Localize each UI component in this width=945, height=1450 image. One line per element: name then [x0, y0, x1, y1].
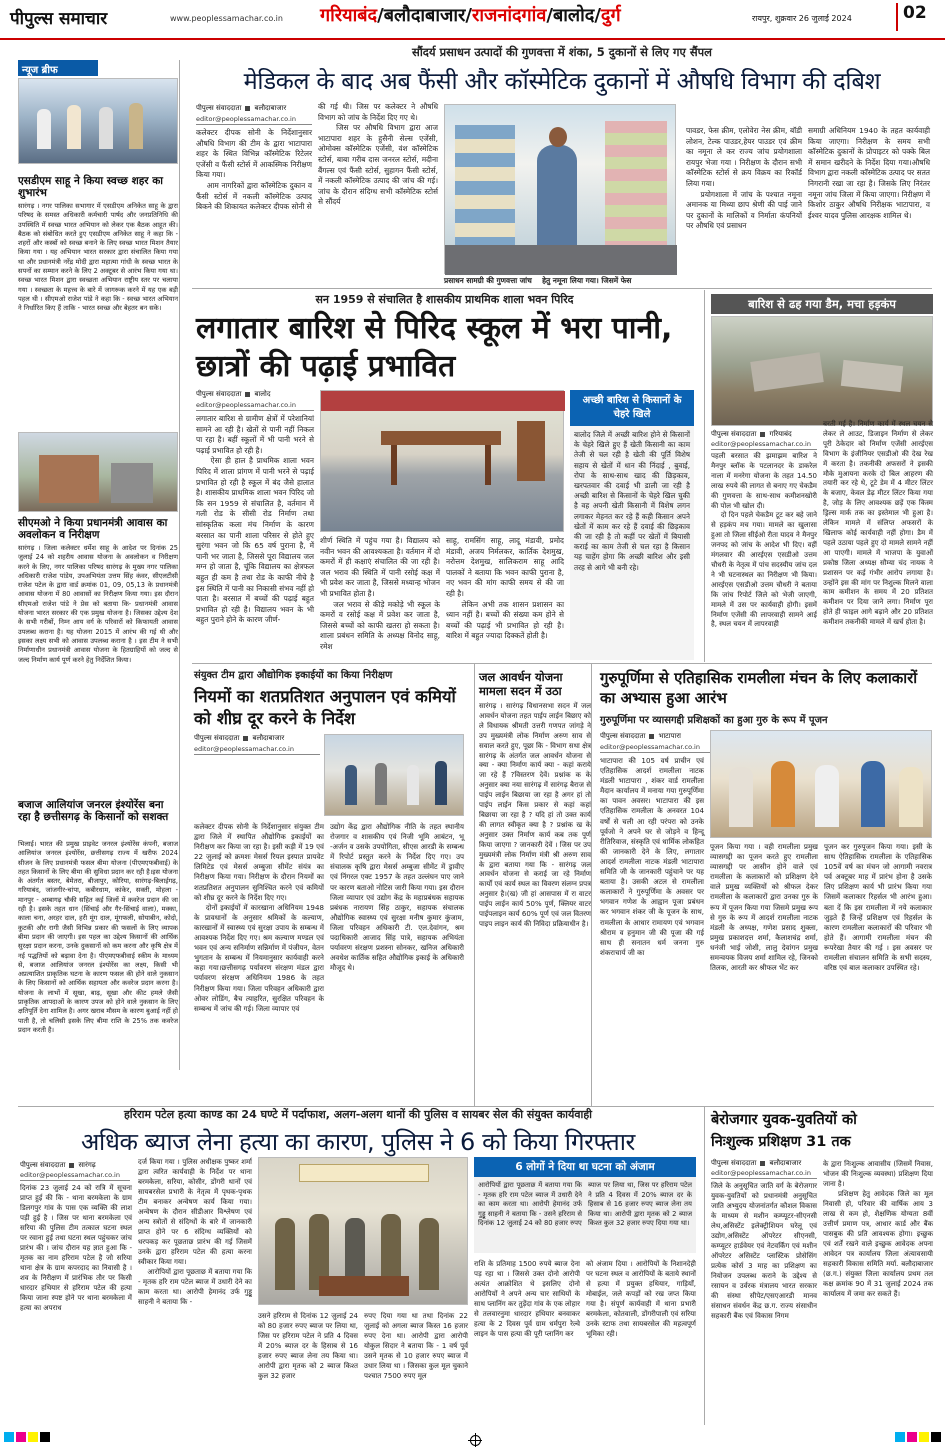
farmers-box-body: बालोद जिले में अच्छी बारिश होने से किसानों के चेहरे खिले हुए हैं खेती किसानी का काम तेजी से चल रही है खेती की पूर्ति विशेष सहाय से खेतों में धान की निंदाई , बुवाई, रोपा के साथ-साथ खाद की छिड़काव, खरपतवार की दवाई भी डाली जा रही है अच्छी बारिश से किसानों के चेहरे खिल चुकी है वह अपनी खेती किसानी में विशेष लगन लगाकर मेहनत कर रहे हैं कही किसान अपने खेतों में काम कर रहे हैं दवाई की छिड़काव की जा रही है तो कहीं पर खेतों में बियासी कराई का काम तेजी से चल रहा है किसान यह चाहेंग होगा कि अच्छी बारिश और इसी तरह से आगे भी बनी रहे।	[574, 430, 693, 572]
murder-col-2: दर्ज किया गया । पुलिस अधीक्षक पुष्कर शर्मा द्वारा त्वरित कार्यवाही के निर्देश पर थाना बरमकेला, सरिया, कोसीर, डोंगरी थानों एवं सायबरसेल प्रभारी के नेतृत्व में पृथक-पृथक टीम बनाकर अन्वेषण कार्य किया गया। अन्वेषण के दौरान सीडीआर विश्लेषण एवं अन्य स्त्रोतों से संदिग्धों के बारे में जानकारी प्राप्त होने पर 6 संदिग्ध व्यक्तियों को धरपकड़ कर पूछताछ प्रारंभ की गई जिसमें उनके द्वारा हरिराम पटेल की हत्या करना स्वीकार किया गया। आरोपियों द्वारा पूछताछ में बताया गया कि - मृतक हरि राम पटेल ब्याज में उधारी देने का काम करता था। आरोपी हेमानंद उर्फ गुड्डू साहनी ने बताया कि -	[138, 1158, 253, 1306]
ramlila-story	[598, 664, 934, 1106]
ramlila-col-2: पूजन किया गया । वही रामलीला प्रमुख व्यासगद्दी का पूजन करते हुए रामलीला व्यासगद्दी पर आसीन होने वाले एवं रामलीला के कलाकारों को प्रशिक्षण देने वाले प्रमुख व्यक्तियों को श्रीफल देकर रामलीला के कलाकारों द्वारा उनका गुरु के रूप में पूजन किया गया जिसमे प्रमुख रूप से गुरु के रूप में आदर्श रामलीला नाटक मंडली के अध्यक्ष, गणेश प्रसाद शुक्ला, प्रमुख प्रकाशदत्त शर्मा, कैलाशचंद्र शर्मा, धनंजी भाई जोशी, लालु देवांगन प्रमुख समन्वयक विजय शर्मा शामिल रहे, जिनको तिलक, आरती कर श्रीफल भेंट कर	[710, 842, 821, 973]
paper-url[interactable]: www.peoplessamachar.co.in	[170, 14, 283, 23]
dam-col-1: पहली बरसात की झमाझम बारिश ने मैनपुर ब्लॉक के पटलानदर के डाकरेल नाला में मनरेगा योजना के तहत 14.50 लाख रुपये की लागत से बनाए गए चेकडैम की गुणवत्ता के साथ-साथ कमीशनखोरी की पोल भी खोल दी। दो दिन पहले चेकडैम टूट कर बहे जाने से हड़कंप मच गया। मामले का खुलासा हुआ तो जिला सीईओ रीता यादव ने मैनपुर जनपद को जांच के आदेश भी दिए। वहीं मंगलवार की आरईएस एसडीओ उत्तम चौधरी के नेतृत्व में पांच सदस्यीय जांच दल ने भी घटनास्थल का निरीक्षण भी किया। आरईएस एसडीओ उत्तम चौधरी ने बताया कि जांच रिपोर्ट जिले को भेजी जाएगी, मामले में उस पर कार्यवाही होगी। इसमें निर्माण एजेंसी की लापरवाही सामने आई है, स्थल चयन में लापरवाही	[711, 452, 817, 629]
industry-email[interactable]: editor@peoplessamachar.co.in	[194, 745, 320, 755]
school-col-2: शीर्ण स्थिति में पहुंच गया है। विद्यालय को नवीन भवन की आवश्यकता है। वर्तमान में दो कमरों में ही कक्षाएं संचालित की जा रही है। जल भराव की स्थिति में पानी रसोई कक्ष में भी प्रवेश कर जाता है, जिससे मध्यान्ह भोजन भी प्रभावित होता है। जल भराव से कीड़े मकोड़े भी स्कूल के कमरों व रसोई कक्ष में प्रवेश कर जाता है, जिससे बच्चों को काफी खतरा हो सकता है।शाला प्रबंधन समिति के अध्यक्ष विनोद साहू, रमेश	[320, 536, 440, 651]
training-byline	[711, 1159, 829, 1168]
murder-story	[18, 1107, 698, 1425]
water-headline: जल आवर्धन योजना मामला सदन में उठा	[479, 670, 563, 698]
dam-byline	[711, 430, 819, 439]
byline-author: पीपुल्स संवाददाता	[711, 1159, 757, 1167]
brief-photo-1	[18, 78, 178, 164]
region-title	[320, 3, 740, 31]
news-brief-label: न्यूज ब्रीफ	[18, 60, 98, 76]
training-email[interactable]: editor@peoplessamachar.co.in	[711, 1169, 817, 1179]
murder-box-body: आरोपियों द्वारा पूछताछ में बताया गया कि - मृतक हरि राम पटेल ब्याज में उधारी देने का काम करता था। आरोपी हेमानंद उर्फ गुड्डू साहनी ने बताया कि - उसने हरिराम से दिनांक 12 जुलाई 24 को 80 हजार रुपए	[478, 1181, 585, 1228]
industry-headline: नियमों का शतप्रतिशत अनुपालन एवं कमियों को शीघ्र दूर करने के निर्देश	[194, 687, 456, 728]
byline-author: पीपुल्स संवाददाता	[711, 430, 757, 438]
cosmetic-photo	[444, 104, 676, 274]
dam-photo	[711, 316, 933, 426]
murder-kicker: हरिराम पटेल हत्या काण्ड का 24 घण्टे में पर्दाफाश, अलग-अलग थानों की पुलिस व सायबर सेल की संयुक्त कार्यवाही	[123, 1108, 593, 1121]
brief-3-headline: बजाज आलियांज जनरल इंश्योरेंस बना रहा है छत्तीसगढ़ के किसानों को सशक्त	[18, 799, 169, 823]
ramlila-photo	[710, 730, 932, 838]
brief-2-body: सारंगढ़ । जिला कलेक्टर धर्मेश साहू के आदेश पर दिनांक 25 जुलाई 24 को शहरीय आवास योजना के अवलोकन व निरीक्षण करने के लिए, नगर पालिका परिषद सारंगढ़ के मुख्य नगर पालिका अधिकारी राजेश पांडेय, उपअभियंता उत्तम सिंह कंवर, सीएलटीसी राजेश पटेल के द्वारा वार्ड क्रमांक 01, 09, 05,13 के प्रधानमंत्री आवास योजना में 80 आवासों का निरीक्षण किया गया। इस दौरान सीएमओ राजेश पांडे ने प्रेस को बताया कि- प्रधानमंत्री आवास योजना भारत सरकार की एक प्रमुख योजना है। जिसका उद्देश्य देश के सभी गरीबों, निम्न आय वर्ग के परिवारों को किफायती आवास उपलब्ध कराना है। यह योजना 2015 में आरंभ की गई थी और इसका लक्ष्य सभी को आवास उपलब्ध कराना है । इस टीम ने सभी निर्माणाधीन प्रधानमंत्री आवास योजना के हितग्राहियों को जल्द से जल्द निर्माण कार्य पूर्ण करने हेतु निर्देशित किया।	[18, 544, 181, 664]
murder-col-3: उसने हरिराम से दिनांक 12 जुलाई 24 को 80 हजार रुपए ब्याज पर लिया था, जिस पर हरिराम पटेल ने प्रति 4 दिवस में 20% ब्याज दर के हिसाब से 16 हजार रुपए ब्याज लेना तय किया था। आरोपी द्वारा मृतक को 2 ब्याज किश्त कुल 32 हजार	[258, 1312, 361, 1380]
region-sep: /	[546, 5, 553, 26]
byline-place: भाटापारा	[658, 732, 681, 740]
cosmetic-kicker: सौंदर्य प्रसाधन उत्पादों की गुणवत्ता में शंका, 5 दुकानों से लिए गए सैंपल	[412, 45, 712, 59]
training-story	[704, 1107, 934, 1425]
farmers-box-headline: अच्छी बारिश से किसानों के चेहरे खिले	[570, 390, 694, 426]
cosmetic-email[interactable]: editor@peoplessamachar.co.in	[196, 115, 312, 125]
school-byline	[196, 390, 316, 399]
murder-box-body-2: ब्याज पर लिया था, जिस पर हरिराम पटेल ने प्रति 4 दिवस में 20% ब्याज दर के हिसाब से 16 हजार रुपए ब्याज लेना तय किया था। आरोपी द्वारा मृतक को 2 ब्याज किश्त कुल 32 हजार रुपए दिया गया था।	[588, 1181, 695, 1228]
region-sep: /	[465, 5, 472, 26]
industry-photo	[324, 734, 464, 816]
dam-headline: बारिश से ढह गया डैम, मचा हड़कंप	[711, 294, 933, 314]
ramlila-col-3: पूजन कर गुरुपूजन किया गया। इसी के साथ ऐतिहासिक रामलीला के एतिहासिक 105वें वर्ष का मंचन जो आगामी नवरात्र पर्व अक्टूबर माह में प्रारंभ होना है उसके लिए प्रशिक्षण कार्य भी प्रारंभ किया गया जिसमें कलाकार रिहर्सल भी आरंभ हुआ। बता दें कि इस रामलीला में नये कलाकार जुड़ते हैं जिन्हें प्रशिक्षण एवं रिहर्सल के कारण रामलीला कलाकारों की परिवार भी होते हैं। आगामी रामलीला मंचन की रूपरेखा तैयार की गई । इस अवसर पर रामलीला संचालन समिति के सभी सदस्य, वरिष्ठ एवं बाल कलाकार उपस्थित रहे।	[824, 842, 935, 973]
cosmetic-byline	[196, 104, 312, 113]
school-col-1: लगातार बारिश से ग्रामीण क्षेत्रों में परेशानियां सामने आ रही है। खेतों से पानी नहीं निकल पा रहा है। बहीं स्कूलों में भी पानी भरने से पढ़ाई प्रभावित हो रही है। ऐसा ही हाल है प्राथमिक शाला भवन पिरिद में शाला प्रांगण में पानी भरने से पढ़ाई प्रभावित हो रही है स्कूल में बंद जैसे हालात है। शासकीय प्राथमिक शाला भवन पिरिद जो कि सन 1959 से संचालित है, वर्तमान में गली रोड के सीसी रोड निर्माण तथा सांस्कृतिक कला मंच निर्माण के कारण बरसात का पानी शाला परिसर से होते हुए सुरंगा भवन जो कि 65 वर्ष पुराना है, में पानी भर जाता है, जिससे पूरा विद्यालय जल मग्न हो जाता है, चूंकि विद्यालय का क्षेत्रफल बहुत ही कम है तथा रोड के काफी नीचे है इस स्थिति में पानी का निकासी संभव नहीं हो पाता है। बरसात में बच्चों की पढ़ाई बहुत प्रभावित हो रही है। विद्यालय भवन के भी बहुत पुराने होने के कारण जीर्ण-	[196, 414, 314, 625]
industry-kicker: संयुक्त टीम द्वारा औद्योगिक इकाईयों का किया निरीक्षण	[194, 670, 393, 681]
murder-col-6: को अंजाम दिया । आरोपियों के निशानदेही पर घटना स्थल व आरोपियों के बताये स्थानों से हत्या में प्रयुक्त हथियार, गाड़ियाँ, मोबाईल, जले कपड़ों को रख जप्त किया गया है। संपूर्ण कार्यवाही में थाना प्रभारी बरमकेला, कोतवाली, डोंगरीपाली एवं सरिया उनके स्टाफ तथा सायबरसेल की महत्वपूर्ण भूमिका रही।	[586, 1260, 699, 1338]
region-balod: बालोद	[552, 5, 595, 26]
page-number: 02	[896, 3, 926, 31]
industry-col-2: उद्योग केंद्र द्वारा औद्योगिक नीति के तहत स्थानीय रोजगार व शासकीय एवं निजी भूमि आबंटन, भू -अर्जन व उसके उपयोगिता, सीएस आरडी के सम्बन्ध में रिपोर्ट प्रस्तुत करने के निर्देश दिए गए। उप संचालक कृषि द्वारा मेसर्स अम्बुजा सीमेंट में ड्रावीए एवं निंगरल एक्ट 1957 के तहत उल्लंघन पाए जाने पर कारण बताओ नोटिस जारी किया गया। इस दौरान जिला व्यापार एवं उद्योग केंद्र के महाप्रबंधक सहायक प्रबंधक नारायण सिंह ठाकुर, सहायक संचालक औद्योगिक स्वास्थ्य एवं सुरक्षा मनीष कुमार कुंजाम, जिला परिवहन अधिकारी टी. एल.देवांगन, श्रम पदाधिकारी आजाद सिंह पात्रे, सहायक अभियंता पर्यावरण संरक्षण प्रशस्ना सोनकर, खनिज अधिकारी अवधेश कार्तिक सहित औद्योगिक इकाई के अधिकारी मौजूद थे।	[330, 822, 467, 973]
training-col-1: जिले के अनुसूचित जाति वर्ग के बेरोजगार युवक-युवतियों को प्रधानमंत्री अनुसूचित जाति अभ्युदय योजनांतर्गत कौशल विकास के माध्यम से मशीन कम्प्यूटर-सीएनसी लेथ,असिस्टेंट इलेक्ट्रीशियन घरेलू एवं उद्योग,असिस्टेंट ऑपरेटर सीएनसी, कम्प्यूटर हार्डवेयर एवं नेटवर्किंग एवं मशीन ऑपरेटर असिस्टेंट प्लास्टिक प्रोसेसिंग प्रत्येक कोर्स 3 माह का प्रशिक्षण का नियोजन उपलब्ध कराने के उद्देश्य से रसायन व उर्वरक मंत्रालय भारत सरकार की संस्था सीपेट/एसएआरडी मानव संसाधन संवर्धन केंद्र छ.ग. राज्य संसाधीन सहकारी बैंक एवं विकास निगम	[711, 1182, 820, 1320]
industry-byline	[194, 734, 334, 743]
cosmetic-caption: प्रसाधन सामग्री की गुणवत्ता जांच हेतु नमूना लिया गया। जिसमें फेस	[444, 276, 632, 285]
region-sep: /	[377, 5, 384, 26]
murder-box	[474, 1157, 696, 1253]
murder-headline: अधिक ब्याज लेना हत्या का कारण, पुलिस ने 6 को किया गिरफ्तार	[81, 1128, 635, 1156]
byline-author: पीपुल्स संवाददाता	[20, 1161, 66, 1169]
school-photo	[320, 390, 564, 532]
region-durg: दुर्ग	[600, 5, 621, 26]
dam-col-2: बरती गई है। निर्माण कार्य में स्थल चयन से लेकर ले आउट, डिजाइन निर्माण से लेकर पूरी ठेकेदार को निर्माण एजेंसी आरईएस विभाग के इंजीनियर एसडीओ की देख रेख में करता है। तकनीकी अफसरों ने इसकी मौके मुआयना करके दो बिल आहरण की तयारी कर रहे थे, टूटे डेम में 4 मीटर लिंटर के बजाए, केवल डेढ़ मीटर लिंटर किया गया है, जोड़ के लिए आवश्यक छड़ें एक किस्म ड्रिल्स मार्क तक का इस्तेमाल भी हुआ है। लेकिन मामले में संलिप्त अफसरों के खिलाफ कोई कार्यवाही नहीं होगा। डैम में पहले उठाया पहले हुए दो मामले सामने नहीं आ पाएगी। मामले में भाजपा के युवाओं प्रकोष्ठ जिला अध्यक्ष सौम्या चंद नायक ने प्रशासन पर कई गंभीर आरोप लगाया है। उन्होंने इस की मांग पर निशुल्क मिलने वाला काम कमीशन के समय में 20 प्रतिशत कमीशन पर दिया जाने लगा। निर्माण पूरा होते ही फाइल आगे बढ़ाने और 20 प्रतिशत कमीशन तकनीकी मामले में खर्च होता है।	[823, 420, 936, 627]
ramlila-kicker: गुरुपूर्णिमा पर व्यासगद्दी प्रशिक्षकों का हुआ गुरु के रूप में पूजन	[600, 715, 828, 726]
murder-col-1: दिनांक 23 जुलाई 24 को रात्रि में सूचना प्राप्त हुई की कि - थाना बरमकेला के ग्राम डिलगपुर गांव के पास एक व्यक्ति की लाश पड़ी हुई है । जिस पर थाना बरमकेला एवं सरिया की पुलिस टीम तत्काल घटना स्थल पर रवाना हुई तथा घटना स्थल पहुंचकर जांच प्रारंभ की । जांच दौरान यह ज्ञात हुआ कि - मृतक का नाम हरिराम पटेल है जो सरिया थाना क्षेत्र के ग्राम कपरदाद का निवासी है । शव के निरीक्षण में प्रारंभिक तौर पर किसी धारदार हथियार से हरिराम पटेल की हत्या किया जाना स्पष्ट होने पर थाना बरमकेला में हत्या का अपराध	[20, 1184, 135, 1312]
cosmetic-col-4: समाग्री अधिनियम 1940 के तहत कार्यवाही किया जाएगा। निरीक्षण के समय सभी कॉस्मेटिक दुकानों के प्रोपाइटर को पक्के बिल में समान खरीदने के निर्देश दिया गया।औषधि विभाग द्वारा नकली कॉस्मेटिक उत्पाद पर सतत निगरानी रखा जा रहा है। जिसके लिए निरंतर नमूना जांच जिला में किया जाएगा। निरीक्षण में किशोर ठाकुर औषधि निरीक्षक भाटापारा, व ईश्वर यादव पुलिस आरक्षक शामिल थे।	[808, 126, 933, 220]
ramlila-email[interactable]: editor@peoplessamachar.co.in	[600, 743, 710, 753]
cosmetic-col-1: कलेक्टर दीपक सोनी के निर्देशानुसार औषधि विभाग की टीम के द्वारा भाटापारा शहर के स्थित विभिन्न कॉस्मेटिक रिटेलर एजेंसी व फैंसी स्टोर्स में आकस्मिक निरीक्षण किया गया। आम नागरिकों द्वारा कॉस्मेटिक दुकान व फैंसी स्टोर्स में नकली कॉस्मेटिक उत्पाद बिकने की शिकायत कलेक्टर दीपक सोनी से	[196, 128, 312, 212]
cosmetic-col-3: पावडर, फेस क्रीम, एलोवेरा नेस क्रीम, बॉडी लोशन, टेल्क पाउडर,हेयर पाउडर एवं क्रीम का नमूना ले कर राज्य जांच प्रयोगशाला रायपुर भेजा गया । निरीक्षण के दौरान सभी कॉस्मेटिक स्टोर्स से क्रय विक्रय का रिकॉर्ड लिया गया। प्रयोगशाला में जांच के पश्चात नमूना अमानक या मिथ्या छाप श्रेणी की पाई जाने पर दुकानों के मालिकों व निर्माता कंपनियों पर औषधि एवं प्रसाधन	[686, 126, 802, 231]
murder-photo	[258, 1157, 468, 1305]
byline-place: बलौदाबाजार	[252, 734, 285, 742]
brief-3-body: भिलाई। भारत की प्रमुख प्राइवेट जनरल इंश्योरेंस कंपनी, बजाज आलियांज जनरल इंश्योरेंस, छत्तीसगढ़ राज्य में खरीफ 2024 सीजन के लिए प्रधानमंत्री फसल बीमा योजना (पीएमएफबीवाई) के तहत किसानों के लिए बीमा की सुविधा प्रदान कर रही है।इस योजना के अंतर्गत बस्तर, बेमेतरा, बीजापुर, कोरिया, सारंगढ़-बिलाईगढ़, गरियाबंद, जांजगीर-चांपा, कबीरधाम, कांकेर, सक्ती, मोहला - मानपुर - अम्बागढ़ चौकी सहित कई जिलों में कवरेज प्रदान की जा रही है। इसके तहत धान (सिंचाई और गैर-सिंचाई वाला), मक्का, काला चना, अरहर दाल, हरी मूंग दाल, मूंगफली, सोयाबीन, कोदो, कुटकी और रागी जैसी विभिन्न प्रकार की फसलों के लिए व्यापक बीमा प्रदान की जाएगी। इस पहल का उद्देश्य किसानों की आर्थिक सुरक्षा प्रदान करना, उनके दुकसानों को कम करना और कृषि क्षेत्र में नई पद्धतियों को बढ़ावा देना है। पीएमएफबीवाई स्कीम के माध्यम से, बजाज आलियांज जनरल इंश्योरेंस का लक्ष्य, किसी भी अप्रत्याशित प्राकृतिक घटना के कारण फसल की होने वाले नुकसान के लिए किसानों को आर्थिक सहायता और कवरेज प्रदान करना है। योजना के लाभों में सूखा, बाढ़, सूखा और कीट हमले जैसी प्राकृतिक आपदाओं के कारण उपज को होने वाले नुकसान के लिए क्षतिपूर्ति देना शामिल है। अगर खराब मौसम के कारण बुआई नहीं हो पाती है, तो चलिसी इसके लिए बीमा राशि के 25% तक कवरेज प्रदान करती है।	[18, 840, 181, 1034]
registration-mark-icon	[470, 1435, 481, 1446]
murder-byline	[20, 1161, 130, 1170]
murder-box-headline: 6 लोगों ने दिया था घटना को अंजाम	[474, 1157, 696, 1177]
paper-name: पीपुल्स समाचार	[10, 9, 108, 29]
school-headline: लगातार बारिश से पिरिद स्कूल में भरा पानी, छात्रों की पढ़ाई प्रभावित	[196, 311, 673, 384]
cosmetic-headline: मेडिकल के बाद अब फैंसी और कॉस्मेटिक दुकानों में औषधि विभाग की दबिश	[243, 67, 881, 95]
byline-author: पीपुल्स संवाददाता	[196, 390, 242, 398]
ramlila-headline: गुरुपूर्णिमा से एतिहासिक रामलीला मंचन के लिए कलाकारों का अभ्यास हुआ आरंभ	[600, 669, 918, 707]
training-headline-2: निःशुल्क प्रशिक्षण 31 तक	[711, 1134, 851, 1150]
brief-1-body: सारंगढ़ । नगर पालिका सभागार में एसडीएम अनिकेत साहू के द्वारा परिषद के समस्त अधिकारी कर्मचारी पार्षद और जनप्रतिनिधि की उपस्थिति में स्वच्छ भारत अभियान को लेकर एक बैठक आहूत की। बैठक को संबोधित करते हुए एसडीएम अनिकेत साहू ने कहा कि - शहरों और कस्बों को स्वच्छ बनाने के लिए स्वच्छ भारत मिशन तैयार किया गया । यह अभियान भारत सरकार द्वारा संचालित किया गया था और प्रधानमंत्री नरेंद्र मोदी द्वारा महात्मा गांधी के स्वच्छ भारत के सपनों का सम्मान करने के लिए 2 अक्टूबर से आरंभ किया गया था। स्वच्छ भारत मिशन द्वारा स्वच्छता अभियान राष्ट्रीय स्तर पर चलाया गया । स्वच्छता के महत्त्व के बारे में जागरूक करने में यह एक बड़ी पहल थी । सीएमओ राजेश पांडे ने कहा कि - स्वच्छ भारत अभियान ने निर्धारित किए हैं ताकि - भारत स्वच्छ और बेहतर बन सके।	[18, 202, 181, 313]
water-body: सारंगढ़ । सारंगढ़ विधानसभा सदन में जल आवर्धन योजना तहत पाईप लाईन बिछाए को ले विधायक श्रीमती उत्तरी गणपत जांगड़े ने उप मुख्यमंत्री लोक निर्माण अरुण साव से सवाल करते हुए, पूछा कि - विभाग सथा क्षेत्र सारंगढ़ के अंतर्गत जल आवर्धन योजना से क्या - क्या निर्माण कार्य क्या - कहां कराये जा रहे हैं ?विस्तरण देवें। प्रश्नांक क के अनुसार क्या नया सारंगढ़ में सारंगढ़ बैराज से पाईप लाईन बिछाया जा रहा है अगर हां तो पाईप लाईन किस प्रकार से कहां कहां बिछाया जा रहा है ? यदि हां तो उक्त कार्य की लागत स्वीकृत क्या है ? प्रश्नांक ख के अनुसार उक्त निर्माण कार्य कब तक पूर्ण किया जाएगा ? जानकारी देवें । जिस पर उप मुख्यमंत्री लोक निर्माण मंत्री श्री अरुण साव के द्वारा बताया गया कि - सारंगढ़ जल आवर्धन योजना से कराई जा रहे निर्माण कार्यों एवं कार्य स्थल का विवरण संलग्न प्रपत्र अनुसार है।(ख) जी हां आसपास में रा वाटर पाईप लाईन कार्य 50% पूर्ण, क्लियर वाटर पाईपलाइन कार्य 60% पूर्ण एवं जल वितरण पाइप लाइन कार्य की निविदा प्रक्रियाधीन है।	[479, 702, 594, 928]
masthead	[0, 0, 945, 40]
byline-place: सारंगढ़	[78, 1161, 96, 1169]
murder-email[interactable]: editor@peoplessamachar.co.in	[20, 1171, 130, 1181]
cosmetic-col-2: की गई थी। जिस पर कलेक्टर ने औषधि विभाग को जांच के निर्देश दिए गए थे। जिस पर औषधि विभाग द्वारा आज भाटापारा शहर के हुसैनी सेल्स एजेंसी, ओमोक्स कॉस्मेटिक एजेंसी, वंश कॉस्मेटिक स्टोर्स, बाबा गरीब दास जनरल स्टोर्स, मदीना बैंगल्स एवं फैंसी स्टोर्स, सुहागन फैंसी स्टोर्स, में नकली कॉस्मेटिक उत्पाद की जांच की गई। जांच के दौरान संदिग्ध सभी कॉस्मेटिक स्टोर्स से सौंदर्य	[318, 102, 438, 207]
news-brief-column	[18, 60, 180, 1070]
issue-date: रायपुर, शुक्रवार 26 जुलाई 2024	[752, 14, 852, 23]
byline-place: बलौदाबाजार	[254, 104, 287, 112]
region-gariaband: गरियाबंद	[320, 5, 378, 26]
water-story	[474, 664, 592, 1106]
region-sep: /	[594, 5, 601, 26]
brief-2-headline: सीएमओ ने किया प्रधानमंत्री आवास का अवलोकन व निरीक्षण	[18, 517, 168, 541]
dam-email[interactable]: editor@peoplessamachar.co.in	[711, 440, 817, 450]
farmers-box	[570, 390, 694, 660]
murder-col-5: राशि के प्रतिमाह 1500 रुपये ब्याज देना पड़ रहा था । जिससे उक्त दोनो आरोपी अत्यंत आक्रोशित थे इसलिए दोनो आरोपियों ने अपने अन्य चार साथियों के साथ प्लानिंग कर तुड़ेंदा गांव के एक लोहार से तलवारनुमा धारदार हथियार बनवाकर हत्या के 2 दिवस पूर्व ग्राम धर्मपुरा रेल्वे लाइन के पास हत्या की पूरी प्लानिंग कर	[474, 1260, 583, 1338]
training-headline-1: बेरोजगार युवक-युवतियों को	[711, 1112, 857, 1128]
dam-story	[704, 290, 934, 662]
brief-photo-2	[18, 432, 178, 512]
region-rajnandgaon: राजनांदगांव	[471, 5, 547, 26]
region-balodabazar: बलौदाबाजार	[383, 5, 466, 26]
school-story	[192, 290, 697, 662]
brief-1-headline: एसडीएम साहू ने किया स्वच्छ शहर का शुभारंभ	[18, 175, 164, 199]
cosmetic-story	[192, 42, 932, 288]
school-col-3: साहू, रामसिंग साहू, लादू मंडावी, प्रमोद मंडावी, अजय निर्मलकर, कार्तिक देशमुख, नरोत्तम देशमुख, सालिकराम साहू आदि पालकों ने बताया कि भवन काफी पुराना है, नए भवन की मांग काफी समय से की जा रही है। लेकिन अभी तक शासन प्रशासन का ध्यान नहीं है। बच्चों की संख्या कम होने से बच्चों की पढ़ाई भी प्रभावित हो रही है। बारिश में बहुत ज्यादा दिक्कतें होती है।	[446, 536, 564, 641]
byline-place: बलौदाबाजार	[769, 1159, 802, 1167]
murder-col-4: रुपए दिया गया था तथा दिनांक 22 जुलाई को अगला ब्याज किस्त 16 हजार रुपए देना था। आरोपी द्वारा आरोपी योकुल सिदार ने बताया कि - 1 वर्ष पूर्व उसने मृतक से 10 हजार रुपए ब्याज में उधार लिया था । जिसका कुल मूल चुकाने पश्चात 7500 रुपए मूल	[364, 1312, 471, 1380]
ramlila-col-1: भाटापारा की 105 वर्ष प्राचीन एवं एतिहासिक आदर्श रामलीला नाटक मंडली भाटापारा , शंकर वार्ड रामलीला मैदान कार्यालय में मनाया गया गुरुपूर्णिमा का पावन अवसर। भाटापारा की इस एतिहासिक रामलीला के अनवरत 104 वर्षों से चली आ रही परंपरा को उनके पूर्वजो ने अपने घर से जोड़ने व हिन्दू रीतिरिवाज, संस्कृति एवं धार्मिक लोकहित की जानकारी देने के लिए, लगातार आदर्श रामलीला नाटक मंडली भाटापारा समिति जी के जानकारी पहुंचाने पर यह बताया है। उसकी अटल से रामलीला कलाकारों ने गुरुपूर्णिमा के अवसर पर भगवान गणेश के आह्वान पूजा प्रबंधन कर भगवान शंकर जी के पूजन के साथ, रामलीला के आधार रामायण एवं भगवान श्रीराम व हनुमान जी की पूजा की गई साथ ही सनातन धर्म जनना गुरु शंकराचार्य जी का	[600, 756, 707, 957]
byline-author: पीपुल्स संवाददाता	[196, 104, 242, 112]
byline-author: पीपुल्स संवाददाता	[194, 734, 240, 742]
industry-story	[192, 664, 467, 1106]
color-registration-bar	[0, 1430, 945, 1445]
school-email[interactable]: editor@peoplessamachar.co.in	[196, 401, 314, 411]
byline-place: बालोद	[254, 390, 271, 398]
byline-place: गरियाबंद	[769, 430, 792, 438]
training-col-2: के द्वारा निःशुल्क आवासीय (जिसमें निवास, भोजन की निःशुल्क व्यवस्था) प्रशिक्षण दिया जाना है। प्रशिक्षण हेतु आवेदक जिले का मूल निवासी हो, परिवार की वार्षिक आय 3 लाख से कम हो, शैक्षणिक योग्यता 8वीं उत्तीर्ण प्रमाण पत्र, आधार कार्ड और बैंक पासबुक की प्रति आवश्यक होगा। इच्छुक एवं शर्तें रखने वाले इच्छुक आवेदक अपना आवेदन पत्र कार्यालय जिला अंत्यावसायी सहकारी विकास समिति मर्या. बलौदाबाजार (छ.ग.) संयुक्त जिला कार्यालय प्रथम तल कक्ष क्रमांक 90 में 31 जुलाई 2024 तक कार्यालय में जमा कर सकते हैं।	[823, 1160, 933, 1298]
byline-author: पीपुल्स संवाददाता	[600, 732, 646, 740]
industry-col-1: कलेक्टर दीपक सोनी के निर्देशानुसार संयुक्त टीम द्वारा जिले में स्थापित औद्योगिक इकाईयों का निरीक्षण कर किया जा रहा है। इसी कड़ी में 19 एवं 22 जुलाई को क्रमशः मेसर्स रियल इस्पात प्रायवेट लिमिटेड एवं मेसर्स अम्बुजा सीमेंट संयंत्र का निरीक्षण किया गया। निरीक्षण के दौरान नियमों का शतप्रतिशत अनुपालन सुनिश्चित करने एवं कमियों को शीघ्र दूर करने के निर्देश दिए गए। दोनों इकाईयों में कारखाना अधिनियम 1948 के प्रावधानों के अनुसार श्रमिकों के कल्याण, कारखानों में स्वास्थ्य एवं सुरक्षा उपाय के सम्बन्ध में आवश्यक निर्देश दिए गए। श्रम कल्याण मण्डल एवं भवन एवं अन्य सनिर्माण सन्निर्माण में पंजीयन, वेतन भुगतान के सम्बन्ध में नियमानुसार कार्यवाही करने कहा गया।छत्तीसगढ़ पर्यावरण संरक्षण मंडल द्वारा पर्यावरण संरक्षण अधिनियम 1986 के तहत निरीक्षण किया गया। जिला परिवहन अधिकारी द्वारा ओवर लोडिंग, बैच त्याहरित, सुरक्षित परिवहन के सम्बन्ध में जांच की गई। जिला व्यापार एवं	[194, 822, 324, 1013]
school-kicker: सन 1959 से संचालित है शासकीय प्राथमिक शाला भवन पिरिद	[315, 293, 574, 306]
